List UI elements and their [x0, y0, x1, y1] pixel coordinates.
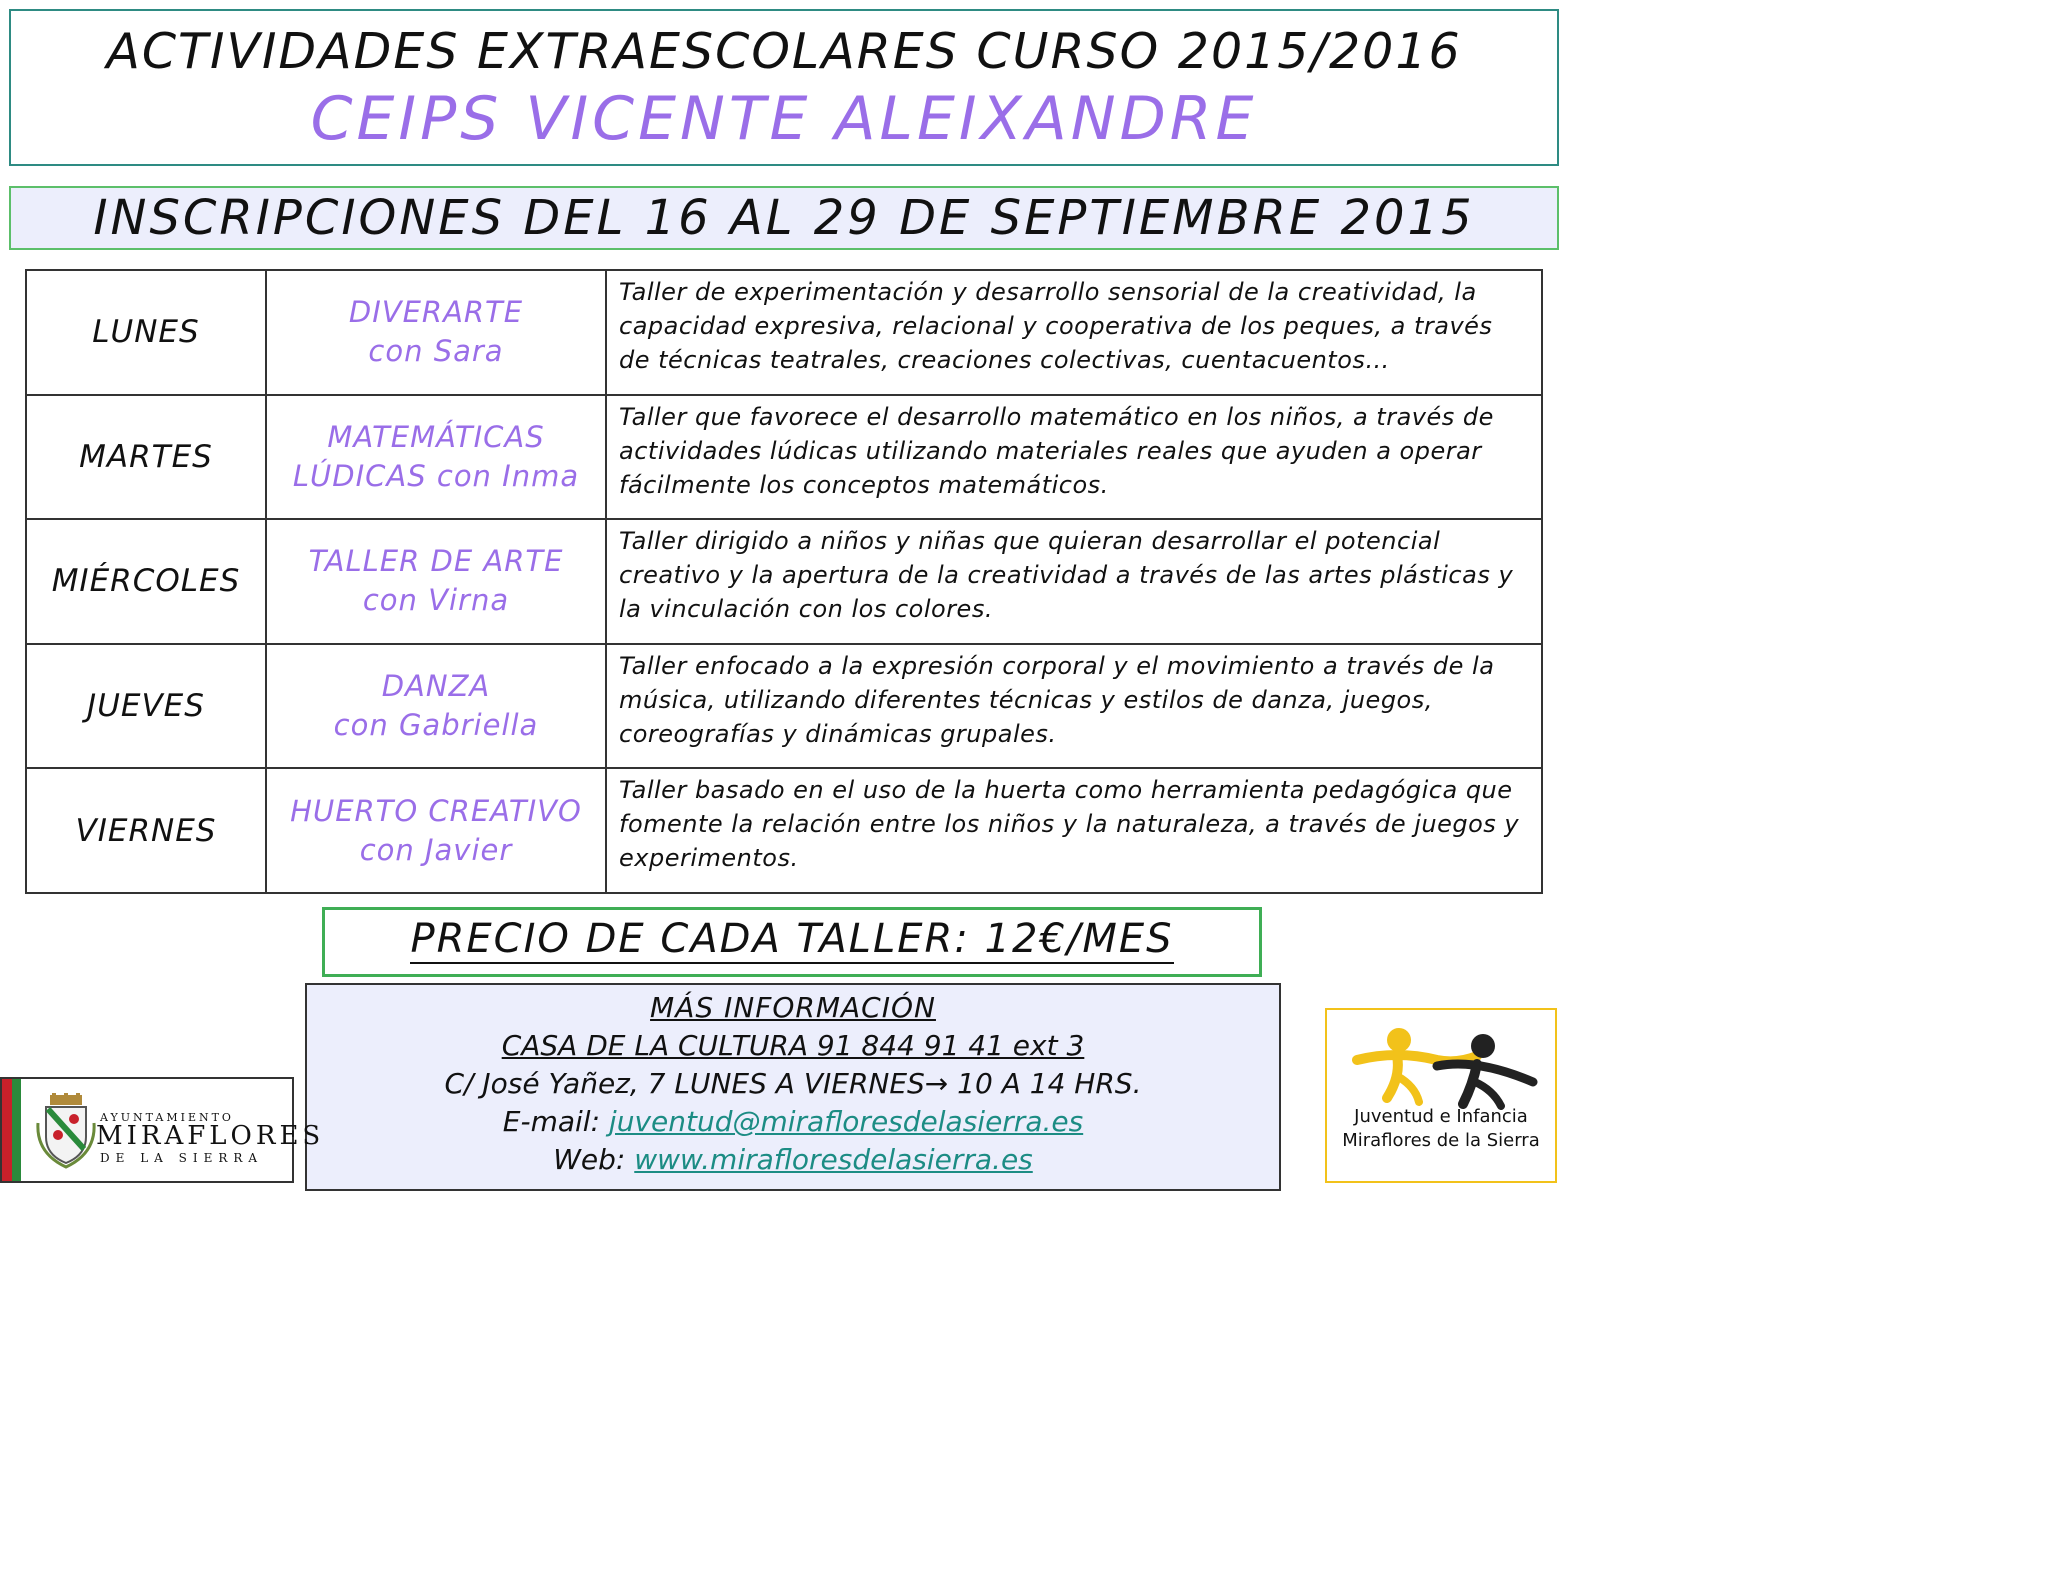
day-cell: JUEVES — [26, 644, 266, 769]
info-box — [305, 983, 1281, 1191]
table-row — [26, 768, 1542, 893]
day-cell: MARTES — [26, 395, 266, 520]
activity-cell — [266, 519, 606, 644]
activity-teacher: con Sara — [368, 334, 504, 369]
activity-name: TALLER DE ARTE — [308, 544, 564, 579]
email-label: E-mail: — [502, 1105, 609, 1138]
school-name: CEIPS VICENTE ALEIXANDRE — [310, 84, 1258, 154]
activity-name: DIVERARTE — [348, 295, 524, 330]
coat-of-arms-icon — [36, 1093, 96, 1169]
price-text: PRECIO DE CADA TALLER: 12€/MES — [410, 916, 1174, 962]
table-row — [26, 519, 1542, 644]
email-link[interactable]: juventud@mirafloresdelasierra.es — [608, 1105, 1084, 1138]
info-phone: CASA DE LA CULTURA 91 844 91 41 ext 3 — [501, 1029, 1085, 1062]
price-box — [322, 907, 1262, 977]
activity-teacher: con Javier — [359, 832, 513, 867]
logo-right-line1: Juventud e Infancia — [1354, 1106, 1528, 1127]
flag-stripe-red — [2, 1079, 12, 1181]
table-row — [26, 644, 1542, 769]
info-title: MÁS INFORMACIÓN — [650, 991, 936, 1024]
activity-cell — [266, 395, 606, 520]
activity-name: MATEMÁTICAS — [327, 419, 545, 454]
activity-teacher: LÚDICAS con Inma — [292, 458, 580, 493]
activity-name: DANZA — [381, 669, 491, 704]
logo-text-main: MIRAFLORES — [96, 1121, 325, 1151]
web-label: Web: — [553, 1143, 635, 1176]
logo-right-line2: Miraflores de la Sierra — [1342, 1130, 1540, 1151]
day-cell: MIÉRCOLES — [26, 519, 266, 644]
web-link[interactable]: www.mirafloresdelasierra.es — [634, 1143, 1033, 1176]
activity-cell — [266, 270, 606, 395]
activity-teacher: con Virna — [362, 583, 510, 618]
activity-cell — [266, 644, 606, 769]
activity-name: HUERTO CREATIVO — [290, 793, 582, 828]
main-title: ACTIVIDADES EXTRAESCOLARES CURSO 2015/2016 — [106, 23, 1462, 80]
description-cell: Taller de experimentación y desarrollo sensorial de la creatividad, la capacidad expresiva, relacional y cooperativa de los peques, a través de técnicas teatrales, creaciones colectivas, cuentacuentos… — [606, 270, 1542, 395]
day-cell: LUNES — [26, 270, 266, 395]
flag-stripe-green — [12, 1079, 21, 1181]
registration-dates: INSCRIPCIONES DEL 16 AL 29 DE SEPTIEMBRE 2015 — [93, 190, 1475, 246]
info-address: C/ José Yañez, 7 LUNES A VIERNES→ 10 A 14 HRS. — [444, 1067, 1142, 1100]
table-row — [26, 270, 1542, 395]
activity-teacher: con Gabriella — [333, 708, 539, 743]
activity-cell — [266, 768, 606, 893]
description-cell: Taller dirigido a niños y niñas que quieran desarrollar el potencial creativo y la apertura de la creatividad a través de las artes plásticas y la vinculación con los colores. — [606, 519, 1542, 644]
table-row — [26, 395, 1542, 520]
info-email-row — [307, 1103, 1279, 1141]
info-web-row — [307, 1141, 1279, 1179]
description-cell: Taller basado en el uso de la huerta como herramienta pedagógica que fomente la relación entre los niños y la naturaleza, a través de juegos y experimentos. — [606, 768, 1542, 893]
description-cell: Taller enfocado a la expresión corporal y el movimiento a través de la música, utilizando diferentes técnicas y estilos de danza, juegos, coreografías y dinámicas grupales. — [606, 644, 1542, 769]
juventud-logo — [1325, 1008, 1557, 1183]
logo-text-top: AYUNTAMIENTO — [100, 1111, 234, 1124]
registration-banner — [9, 186, 1559, 250]
day-cell: VIERNES — [26, 768, 266, 893]
schedule-table — [25, 269, 1543, 894]
description-cell: Taller que favorece el desarrollo matemático en los niños, a través de actividades lúdicas utilizando materiales reales que ayuden a operar fácilmente los conceptos matemáticos. — [606, 395, 1542, 520]
logo-text-bottom: DE LA SIERRA — [100, 1151, 264, 1165]
ayuntamiento-logo — [0, 1077, 325, 1183]
dancing-figures-icon — [1337, 1020, 1547, 1110]
title-box — [9, 9, 1559, 166]
